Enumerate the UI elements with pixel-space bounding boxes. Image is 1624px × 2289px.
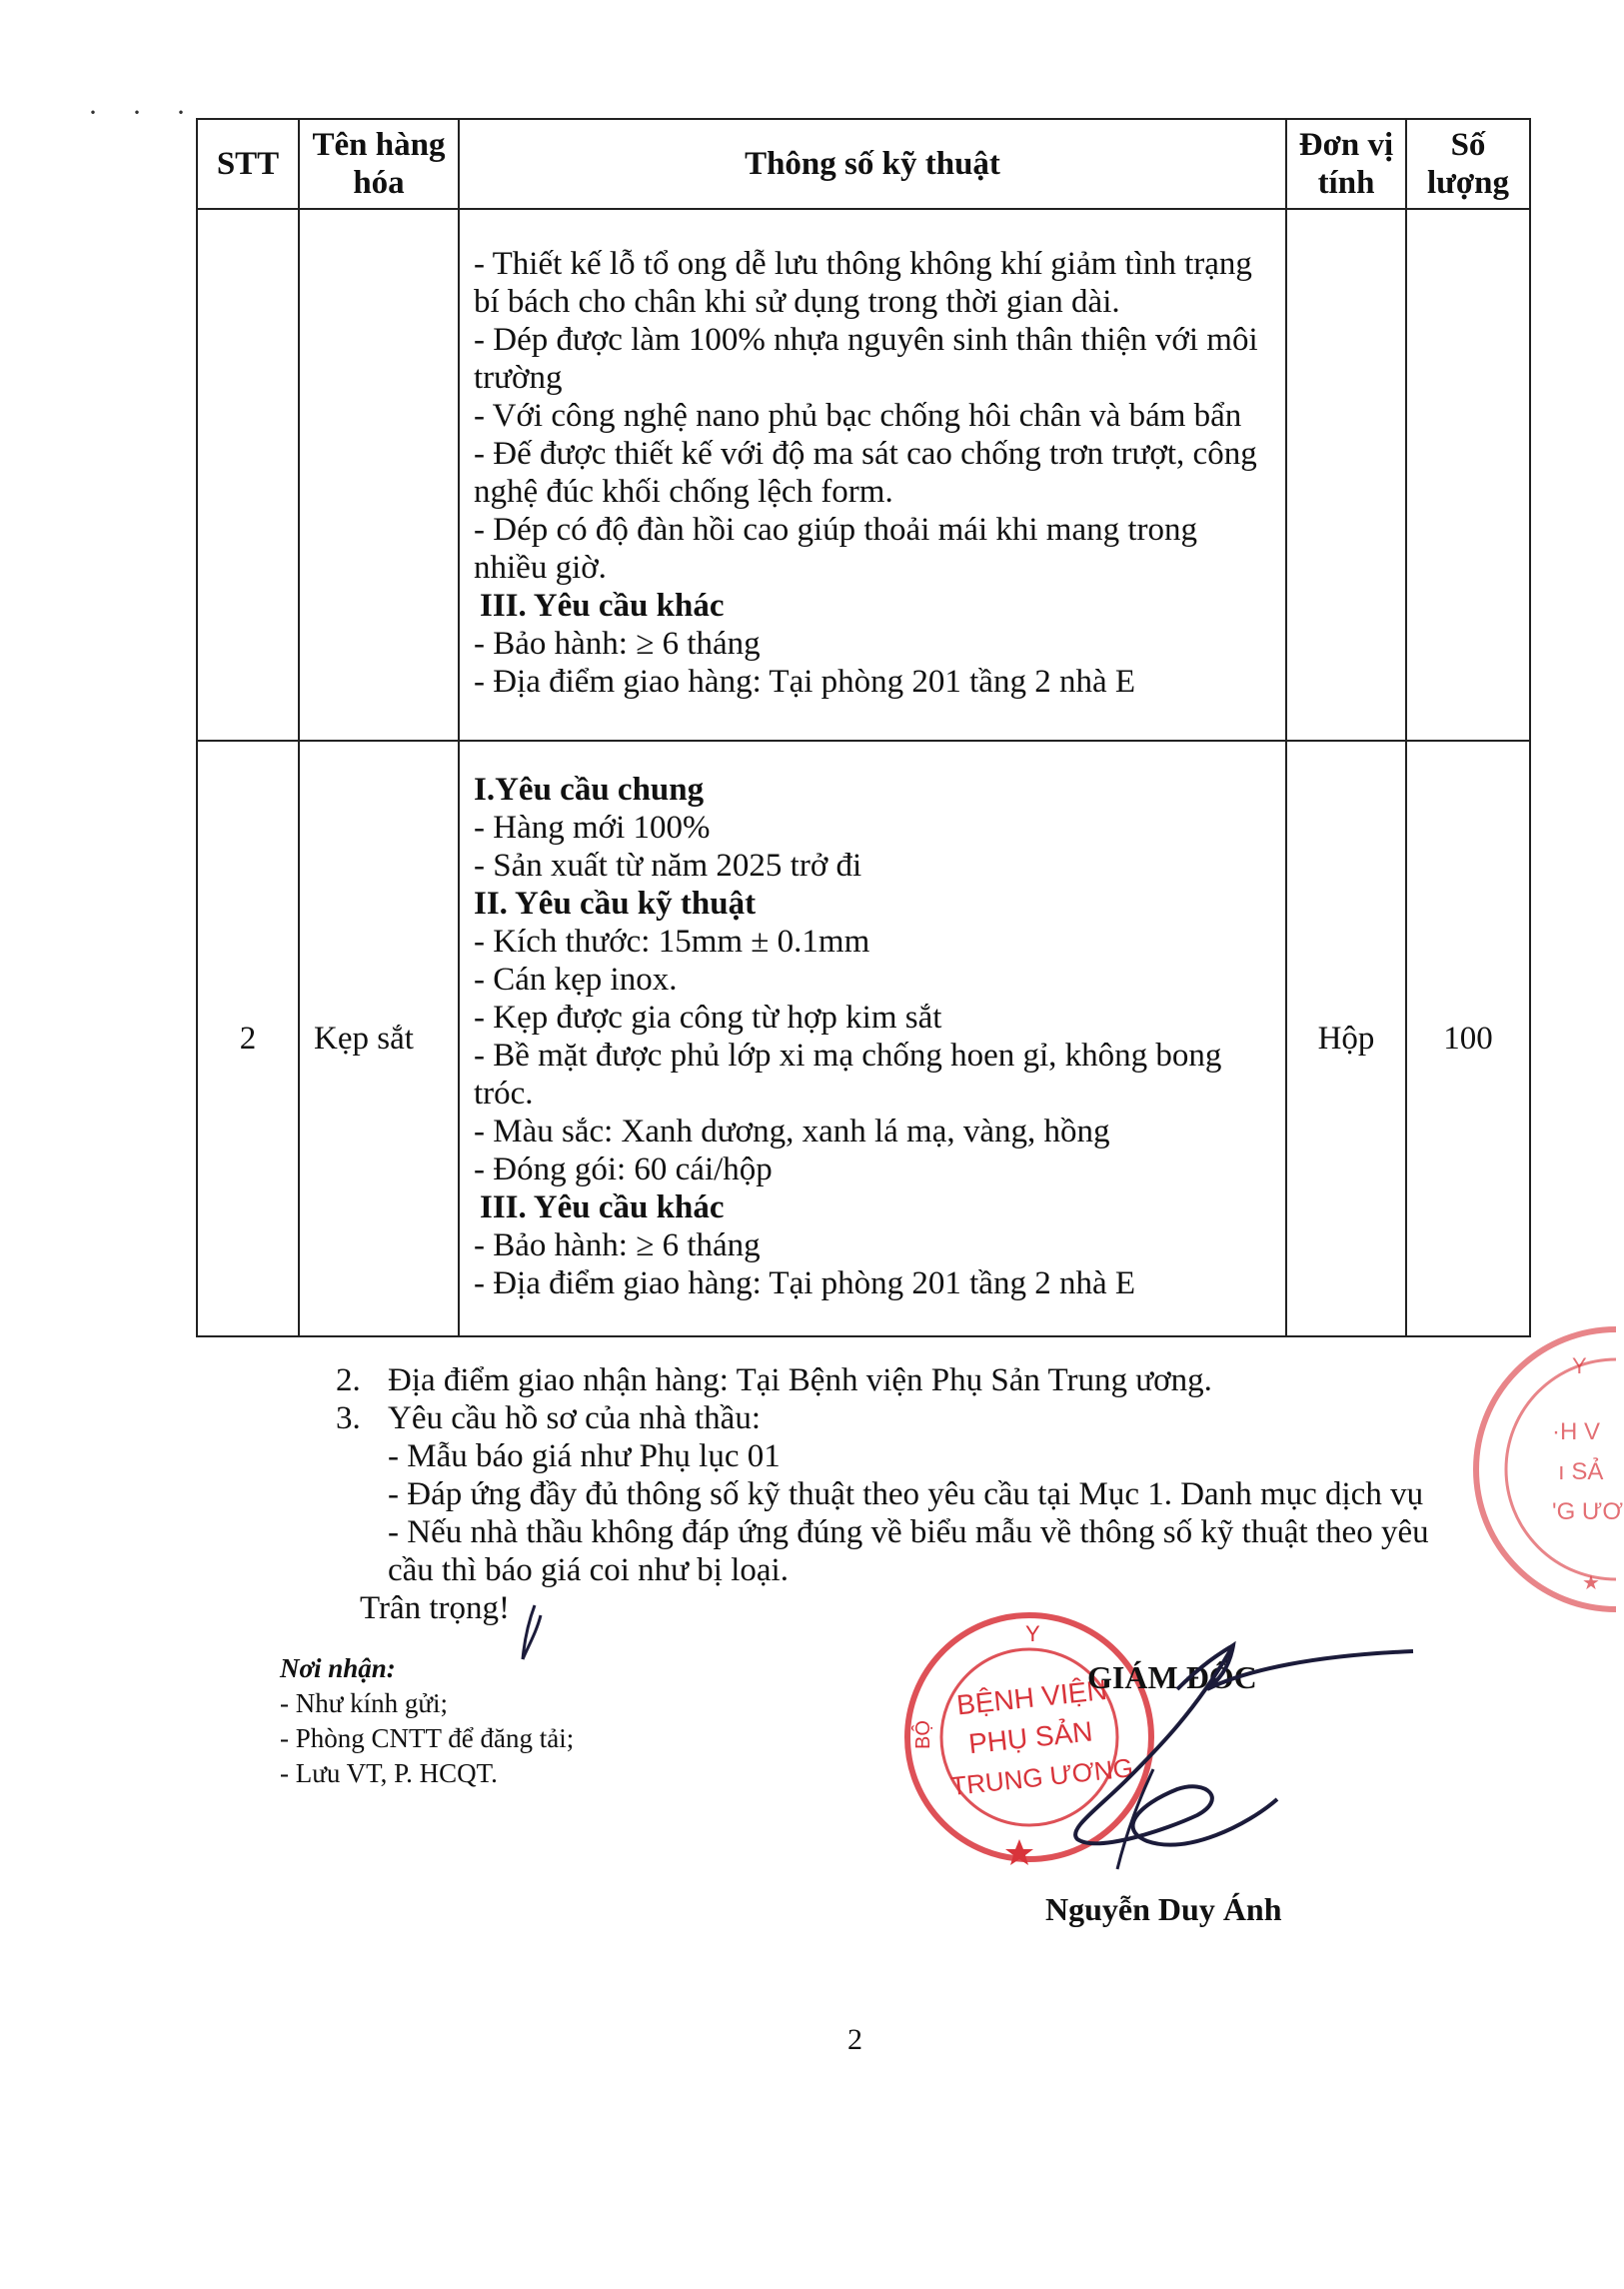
cell-spec: [459, 741, 1286, 1336]
svg-text:·H V: ·H V: [1552, 1418, 1600, 1445]
seal-line-3: TRUNG ƯƠNG: [948, 1752, 1135, 1802]
table-row: [197, 209, 1530, 741]
spec-line: - Địa điểm giao hàng: Tại phòng 201 tầng 2 nhà E: [474, 664, 1135, 700]
svg-text:ı SẢ: ı SẢ: [1558, 1458, 1604, 1485]
seal-line-1: BỆNH VIỆN: [954, 1673, 1109, 1721]
cell-stt: [197, 209, 299, 741]
recipients-block: [280, 1651, 574, 1791]
cell-qty: [1406, 209, 1530, 741]
table-header-row: [197, 119, 1530, 209]
spec-line: - Kích thước: 15mm ± 0.1mm: [474, 924, 870, 960]
seal-side-letters: BỘ: [912, 1720, 934, 1749]
recipient-item: - Lưu VT, P. HCQT.: [280, 1758, 498, 1788]
page-number: 2: [847, 2023, 862, 2056]
note-subitem: - Nếu nhà thầu không đáp ứng đúng về biểu mẫu về thông số kỹ thuật theo yêu: [388, 1514, 1429, 1550]
spec-line: - Bề mặt được phủ lớp xi mạ chống hoen gỉ, không bong tróc.: [474, 1038, 1222, 1112]
note-text: Yêu cầu hồ sơ của nhà thầu:: [388, 1400, 761, 1436]
spec-line: - Màu sắc: Xanh dương, xanh lá mạ, vàng, hồng: [474, 1114, 1110, 1149]
note-subitem: - Mẫu báo giá như Phụ lục 01: [388, 1438, 781, 1474]
spec-section-heading: III. Yêu cầu khác: [480, 588, 725, 624]
scan-marks: ···: [88, 96, 220, 129]
svg-text:★: ★: [1582, 1572, 1600, 1594]
spec-line: - Kẹp được gia công từ hợp kim sắt: [474, 1000, 942, 1036]
recipient-item: - Phòng CNTT để đăng tải;: [280, 1723, 575, 1753]
note-text: Địa điểm giao nhận hàng: Tại Bệnh viện Phụ Sản Trung ương.: [388, 1362, 1212, 1398]
header-qty: Số lượng: [1406, 119, 1530, 209]
initial-mark: [515, 1601, 555, 1663]
table-row: [197, 741, 1530, 1336]
cell-stt: 2: [197, 741, 299, 1336]
spec-line: - Bảo hành: ≥ 6 tháng: [474, 1227, 761, 1263]
header-stt: STT: [197, 119, 299, 209]
spec-line: - Đóng gói: 60 cái/hộp: [474, 1151, 773, 1187]
header-name: Tên hàng hóa: [299, 119, 459, 209]
edge-seal-fragment: [1524, 1329, 1624, 1629]
cell-unit: [1286, 209, 1406, 741]
spec-line: - Với công nghệ nano phủ bạc chống hôi chân và bám bẩn: [474, 398, 1242, 434]
header-spec: Thông số kỹ thuật: [459, 119, 1286, 209]
spec-line: - Hàng mới 100%: [474, 810, 711, 846]
note-subitem: - Đáp ứng đầy đủ thông số kỹ thuật theo yêu cầu tại Mục 1. Danh mục dịch vụ: [388, 1476, 1424, 1512]
director-title: GIÁM ĐỐC: [1087, 1659, 1257, 1695]
seal-top-letter: Y: [1025, 1621, 1040, 1646]
spec-section-heading: II. Yêu cầu kỹ thuật: [474, 886, 757, 922]
seal-line-2: PHỤ SẢN: [966, 1715, 1094, 1760]
note-number: 2.: [336, 1362, 361, 1398]
spec-line: - Cán kẹp inox.: [474, 962, 678, 998]
spec-line: - Dép có độ đàn hồi cao giúp thoải mái khi mang trong nhiều giờ.: [474, 512, 1198, 586]
handwritten-signature: [1057, 1629, 1417, 1889]
spec-line: - Sản xuất từ năm 2025 trở đi: [474, 848, 862, 884]
cell-qty: 100: [1406, 741, 1530, 1336]
note-number: 3.: [336, 1400, 361, 1436]
spec-line: - Bảo hành: ≥ 6 tháng: [474, 626, 761, 662]
cell-spec: [459, 209, 1286, 741]
spec-line: - Đế được thiết kế với độ ma sát cao chống trơn trượt, công nghệ đúc khối chống lệch form.: [474, 436, 1257, 510]
spec-section-heading: III. Yêu cầu khác: [480, 1189, 725, 1225]
spec-table: [196, 118, 1531, 1337]
svg-text:Y: Y: [1572, 1353, 1587, 1378]
signer-name: Nguyễn Duy Ánh: [1045, 1891, 1282, 1927]
note-item-2: [336, 1361, 1465, 1399]
header-unit: Đơn vị tính: [1286, 119, 1406, 209]
closing-text: Trân trọng!: [360, 1590, 511, 1626]
recipient-item: - Như kính gửi;: [280, 1688, 449, 1718]
spec-line: - Thiết kế lỗ tổ ong dễ lưu thông không khí giảm tình trạng bí bách cho chân khi sử dụng trong thời gian dài.: [474, 246, 1252, 320]
cell-unit: Hộp: [1286, 741, 1406, 1336]
svg-text:'G ƯƠ: 'G ƯƠ: [1552, 1498, 1623, 1525]
spec-line: - Dép được làm 100% nhựa nguyên sinh thân thiện với môi trường: [474, 322, 1258, 396]
spec-section-heading: I.Yêu cầu chung: [474, 772, 705, 808]
recipients-title: Nơi nhận:: [280, 1653, 396, 1683]
cell-name: Kẹp sắt: [299, 741, 459, 1336]
cell-name: [299, 209, 459, 741]
note-subitem-continued: cầu thì báo giá coi như bị loại.: [388, 1552, 789, 1588]
notes-section: [336, 1361, 1465, 1627]
spec-line: - Địa điểm giao hàng: Tại phòng 201 tầng 2 nhà E: [474, 1265, 1135, 1301]
note-item-3: [336, 1399, 1465, 1437]
